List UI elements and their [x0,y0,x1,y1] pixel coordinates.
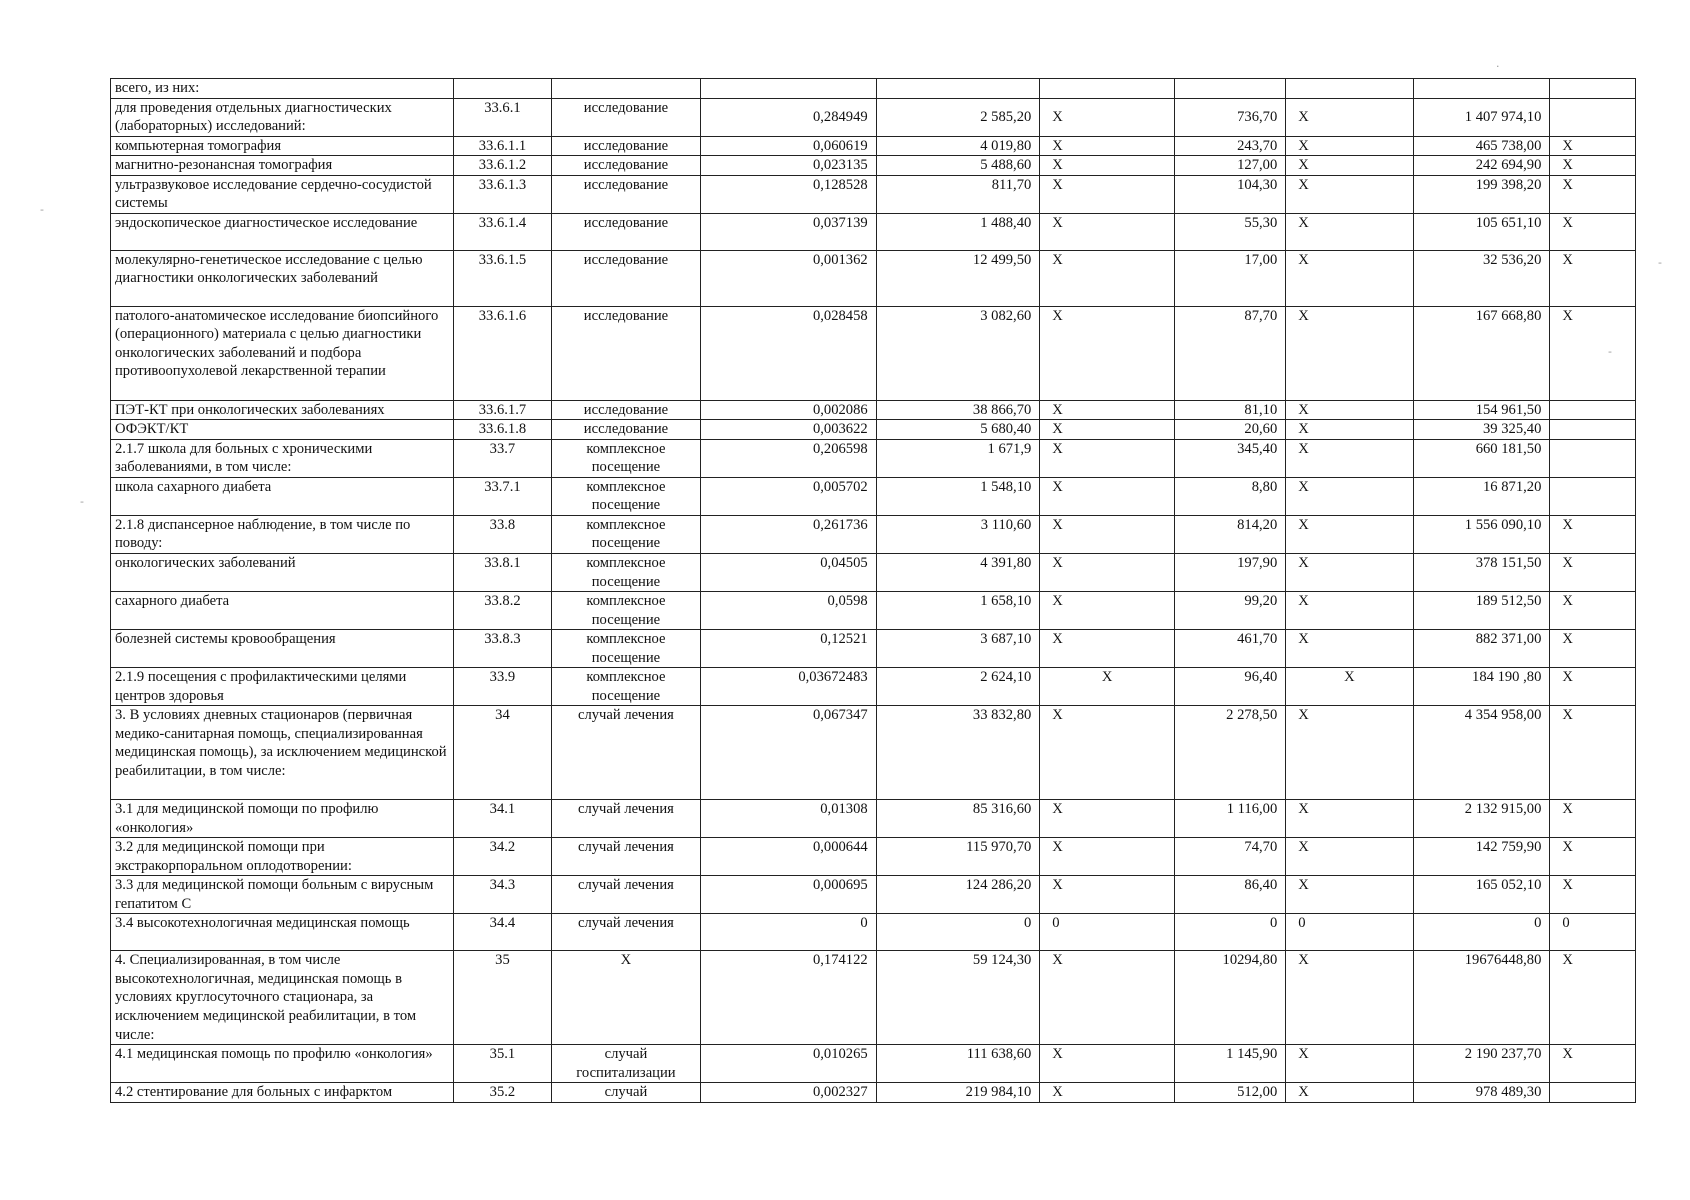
amount-cell: 8,80 [1175,477,1286,515]
total-cell: 16 871,20 [1413,477,1550,515]
code-cell: 34.2 [454,838,551,876]
name-cell: молекулярно-генетическое исследование с целью диагностики онкологических заболеваний [111,250,454,306]
mark-cell-1: X [1040,1045,1175,1083]
total-cell: 19676448,80 [1413,951,1550,1045]
total-cell: 0 [1413,914,1550,951]
scan-speck: · [1496,60,1500,73]
total-cell: 189 512,50 [1413,592,1550,630]
mark-cell-2: X [1286,400,1413,420]
code-cell: 33.8 [454,515,551,553]
mark-cell-2: X [1286,213,1413,250]
mark-cell-3: X [1550,668,1636,706]
mark-cell-3: X [1550,706,1636,800]
unit-cell: исследование [551,250,701,306]
mark-cell-2: X [1286,175,1413,213]
mark-cell-1: X [1040,592,1175,630]
name-cell: болезней системы кровообращения [111,630,454,668]
code-cell: 33.6.1.1 [454,136,551,156]
mark-cell-3 [1550,79,1636,99]
name-cell: 2.1.9 посещения с профилактическими целями центров здоровья [111,668,454,706]
cost-cell: 2 624,10 [876,668,1040,706]
mark-cell-2: X [1286,592,1413,630]
total-cell: 154 961,50 [1413,400,1550,420]
mark-cell-3: X [1550,1045,1636,1083]
mark-cell-3 [1550,98,1636,136]
scan-speck: - [80,495,84,508]
norm-cell: 0,261736 [701,515,876,553]
code-cell: 35 [454,951,551,1045]
mark-cell-3: X [1550,156,1636,176]
code-cell: 33.6.1.5 [454,250,551,306]
amount-cell: 1 116,00 [1175,800,1286,838]
amount-cell: 10294,80 [1175,951,1286,1045]
unit-cell: исследование [551,420,701,440]
norm-cell: 0,01308 [701,800,876,838]
amount-cell: 96,40 [1175,668,1286,706]
mark-cell-1: X [1040,156,1175,176]
code-cell: 33.8.1 [454,553,551,591]
cost-cell: 1 548,10 [876,477,1040,515]
total-cell: 39 325,40 [1413,420,1550,440]
total-cell: 184 190 ,80 [1413,668,1550,706]
code-cell: 33.9 [454,668,551,706]
total-cell: 165 052,10 [1413,876,1550,914]
norm-cell: 0,067347 [701,706,876,800]
mark-cell-3: X [1550,306,1636,400]
norm-cell: 0,000644 [701,838,876,876]
mark-cell-2: X [1286,553,1413,591]
table-row [111,1083,1636,1103]
table-row [111,706,1636,800]
amount-cell: 197,90 [1175,553,1286,591]
mark-cell-1: X [1040,951,1175,1045]
norm-cell: 0,128528 [701,175,876,213]
norm-cell: 0,023135 [701,156,876,176]
name-cell: 3.3 для медицинской помощи больным с вирусным гепатитом С [111,876,454,914]
mark-cell-1: X [1040,420,1175,440]
mark-cell-2: X [1286,477,1413,515]
code-cell: 34.1 [454,800,551,838]
unit-cell: случай госпитализации [551,1045,701,1083]
amount-cell: 461,70 [1175,630,1286,668]
mark-cell-1: X [1040,250,1175,306]
table-row [111,439,1636,477]
unit-cell: комплексное посещение [551,477,701,515]
cost-cell: 59 124,30 [876,951,1040,1045]
code-cell: 33.6.1.2 [454,156,551,176]
total-cell: 882 371,00 [1413,630,1550,668]
name-cell: магнитно-резонансная томография [111,156,454,176]
mark-cell-2: X [1286,1045,1413,1083]
cost-cell: 85 316,60 [876,800,1040,838]
cost-cell: 12 499,50 [876,250,1040,306]
code-cell: 35.2 [454,1083,551,1103]
mark-cell-2: X [1286,630,1413,668]
mark-cell-3: X [1550,838,1636,876]
mark-cell-1: X [1040,98,1175,136]
unit-cell: комплексное посещение [551,553,701,591]
data-table [110,78,1636,1103]
mark-cell-2: X [1286,951,1413,1045]
mark-cell-1: X [1040,706,1175,800]
table-row [111,553,1636,591]
code-cell: 33.7 [454,439,551,477]
table-row [111,477,1636,515]
code-cell [454,79,551,99]
amount-cell: 81,10 [1175,400,1286,420]
total-cell: 2 132 915,00 [1413,800,1550,838]
table-row [111,951,1636,1045]
mark-cell-1: X [1040,439,1175,477]
amount-cell: 1 145,90 [1175,1045,1286,1083]
mark-cell-1: 0 [1040,914,1175,951]
norm-cell: 0,174122 [701,951,876,1045]
cost-cell: 5 680,40 [876,420,1040,440]
code-cell: 33.8.3 [454,630,551,668]
mark-cell-3 [1550,400,1636,420]
total-cell: 32 536,20 [1413,250,1550,306]
unit-cell: исследование [551,400,701,420]
mark-cell-3: X [1550,553,1636,591]
cost-cell: 1 658,10 [876,592,1040,630]
name-cell: компьютерная томография [111,136,454,156]
unit-cell: X [551,951,701,1045]
table-row [111,79,1636,99]
table-row [111,156,1636,176]
mark-cell-3: X [1550,250,1636,306]
table-row [111,420,1636,440]
total-cell [1413,79,1550,99]
table-row [111,250,1636,306]
cost-cell: 33 832,80 [876,706,1040,800]
table-row [111,914,1636,951]
total-cell: 1 407 974,10 [1413,98,1550,136]
unit-cell: комплексное посещение [551,515,701,553]
amount-cell: 345,40 [1175,439,1286,477]
unit-cell: случай лечения [551,914,701,951]
mark-cell-3: X [1550,630,1636,668]
norm-cell [701,79,876,99]
amount-cell: 0 [1175,914,1286,951]
total-cell: 465 738,00 [1413,136,1550,156]
unit-cell [551,79,701,99]
total-cell: 378 151,50 [1413,553,1550,591]
mark-cell-2: X [1286,876,1413,914]
cost-cell: 38 866,70 [876,400,1040,420]
amount-cell: 55,30 [1175,213,1286,250]
name-cell: 2.1.8 диспансерное наблюдение, в том числе по поводу: [111,515,454,553]
unit-cell: исследование [551,136,701,156]
norm-cell: 0,037139 [701,213,876,250]
norm-cell: 0,002086 [701,400,876,420]
table-row [111,400,1636,420]
norm-cell: 0,010265 [701,1045,876,1083]
name-cell: для проведения отдельных диагностических (лабораторных) исследований: [111,98,454,136]
scan-speck: - [1658,256,1662,269]
table-row [111,175,1636,213]
total-cell: 2 190 237,70 [1413,1045,1550,1083]
amount-cell: 20,60 [1175,420,1286,440]
amount-cell: 74,70 [1175,838,1286,876]
table-row [111,213,1636,250]
mark-cell-1: X [1040,477,1175,515]
cost-cell: 3 082,60 [876,306,1040,400]
mark-cell-2: 0 [1286,914,1413,951]
mark-cell-2: X [1286,439,1413,477]
table-row [111,1045,1636,1083]
norm-cell: 0,04505 [701,553,876,591]
code-cell: 33.6.1 [454,98,551,136]
unit-cell: случай лечения [551,706,701,800]
code-cell: 33.7.1 [454,477,551,515]
name-cell: 3. В условиях дневных стационаров (первичная медико-санитарная помощь, специализированная медицинская помощь), за исключением медицинской реабилитации, в том числе: [111,706,454,800]
unit-cell: комплексное посещение [551,630,701,668]
name-cell: онкологических заболеваний [111,553,454,591]
table-body [111,79,1636,1103]
name-cell: 3.1 для медицинской помощи по профилю «онкология» [111,800,454,838]
amount-cell: 814,20 [1175,515,1286,553]
mark-cell-3 [1550,420,1636,440]
total-cell: 978 489,30 [1413,1083,1550,1103]
amount-cell: 86,40 [1175,876,1286,914]
name-cell: ультразвуковое исследование сердечно-сосудистой системы [111,175,454,213]
name-cell: школа сахарного диабета [111,477,454,515]
amount-cell: 736,70 [1175,98,1286,136]
cost-cell: 4 391,80 [876,553,1040,591]
amount-cell: 2 278,50 [1175,706,1286,800]
code-cell: 34.4 [454,914,551,951]
norm-cell: 0,03672483 [701,668,876,706]
mark-cell-3 [1550,1083,1636,1103]
mark-cell-1: X [1040,136,1175,156]
norm-cell: 0,284949 [701,98,876,136]
norm-cell: 0,12521 [701,630,876,668]
cost-cell [876,79,1040,99]
mark-cell-3: X [1550,515,1636,553]
scan-speck: - [40,203,44,216]
code-cell: 33.6.1.7 [454,400,551,420]
unit-cell: случай лечения [551,800,701,838]
amount-cell: 104,30 [1175,175,1286,213]
unit-cell: случай лечения [551,876,701,914]
mark-cell-1: X [1040,175,1175,213]
mark-cell-3: X [1550,876,1636,914]
mark-cell-2: X [1286,800,1413,838]
total-cell: 142 759,90 [1413,838,1550,876]
unit-cell: исследование [551,156,701,176]
total-cell: 4 354 958,00 [1413,706,1550,800]
cost-cell: 1 488,40 [876,213,1040,250]
scan-speck: - [1608,345,1612,358]
mark-cell-2: X [1286,838,1413,876]
unit-cell: исследование [551,98,701,136]
table-row [111,630,1636,668]
norm-cell: 0 [701,914,876,951]
code-cell: 33.6.1.6 [454,306,551,400]
norm-cell: 0,028458 [701,306,876,400]
code-cell: 34.3 [454,876,551,914]
mark-cell-3: X [1550,592,1636,630]
cost-cell: 2 585,20 [876,98,1040,136]
cost-cell: 115 970,70 [876,838,1040,876]
amount-cell: 87,70 [1175,306,1286,400]
total-cell: 199 398,20 [1413,175,1550,213]
name-cell: эндоскопическое диагностическое исследование [111,213,454,250]
mark-cell-2: X [1286,250,1413,306]
unit-cell: комплексное посещение [551,668,701,706]
mark-cell-1: X [1040,213,1175,250]
code-cell: 33.6.1.8 [454,420,551,440]
name-cell: 3.4 высокотехнологичная медицинская помощь [111,914,454,951]
table-row [111,515,1636,553]
mark-cell-2: X [1286,136,1413,156]
norm-cell: 0,206598 [701,439,876,477]
mark-cell-1: X [1040,553,1175,591]
mark-cell-3 [1550,477,1636,515]
unit-cell: комплексное посещение [551,592,701,630]
table-row [111,876,1636,914]
unit-cell: случай [551,1083,701,1103]
name-cell: 4.1 медицинская помощь по профилю «онкология» [111,1045,454,1083]
table-row [111,592,1636,630]
amount-cell: 17,00 [1175,250,1286,306]
mark-cell-3: X [1550,175,1636,213]
unit-cell: исследование [551,175,701,213]
mark-cell-2: X [1286,306,1413,400]
mark-cell-2: X [1286,420,1413,440]
mark-cell-2: X [1286,668,1413,706]
total-cell: 242 694,90 [1413,156,1550,176]
name-cell: всего, из них: [111,79,454,99]
amount-cell: 99,20 [1175,592,1286,630]
code-cell: 34 [454,706,551,800]
mark-cell-2: X [1286,515,1413,553]
table-row [111,800,1636,838]
table-row [111,668,1636,706]
code-cell: 33.6.1.3 [454,175,551,213]
mark-cell-1: X [1040,400,1175,420]
table-row [111,136,1636,156]
code-cell: 35.1 [454,1045,551,1083]
mark-cell-1: X [1040,306,1175,400]
cost-cell: 4 019,80 [876,136,1040,156]
name-cell: 4. Специализированная, в том числе высокотехнологичная, медицинская помощь в условиях круглосуточного стационара, за исключением медицинской реабилитации, в том числе: [111,951,454,1045]
norm-cell: 0,002327 [701,1083,876,1103]
mark-cell-1: X [1040,668,1175,706]
cost-cell: 3 110,60 [876,515,1040,553]
mark-cell-2: X [1286,98,1413,136]
mark-cell-1: X [1040,1083,1175,1103]
mark-cell-1: X [1040,876,1175,914]
norm-cell: 0,060619 [701,136,876,156]
table-row [111,98,1636,136]
mark-cell-3: 0 [1550,914,1636,951]
mark-cell-3: X [1550,800,1636,838]
total-cell: 660 181,50 [1413,439,1550,477]
name-cell: сахарного диабета [111,592,454,630]
mark-cell-1 [1040,79,1175,99]
norm-cell: 0,001362 [701,250,876,306]
amount-cell: 127,00 [1175,156,1286,176]
total-cell: 1 556 090,10 [1413,515,1550,553]
norm-cell: 0,0598 [701,592,876,630]
mark-cell-3: X [1550,136,1636,156]
name-cell: 4.2 стентирование для больных с инфарктом [111,1083,454,1103]
name-cell: ПЭТ-КТ при онкологических заболеваниях [111,400,454,420]
cost-cell: 3 687,10 [876,630,1040,668]
norm-cell: 0,005702 [701,477,876,515]
code-cell: 33.6.1.4 [454,213,551,250]
amount-cell: 243,70 [1175,136,1286,156]
total-cell: 167 668,80 [1413,306,1550,400]
mark-cell-3 [1550,439,1636,477]
mark-cell-3: X [1550,951,1636,1045]
mark-cell-2: X [1286,706,1413,800]
unit-cell: исследование [551,213,701,250]
table-row [111,838,1636,876]
amount-cell [1175,79,1286,99]
mark-cell-2: X [1286,156,1413,176]
code-cell: 33.8.2 [454,592,551,630]
table-row [111,306,1636,400]
cost-cell: 124 286,20 [876,876,1040,914]
cost-cell: 5 488,60 [876,156,1040,176]
mark-cell-1: X [1040,800,1175,838]
cost-cell: 811,70 [876,175,1040,213]
mark-cell-1: X [1040,630,1175,668]
cost-cell: 111 638,60 [876,1045,1040,1083]
mark-cell-1: X [1040,838,1175,876]
unit-cell: комплексное посещение [551,439,701,477]
name-cell: 3.2 для медицинской помощи при экстракорпоральном оплодотворении: [111,838,454,876]
cost-cell: 0 [876,914,1040,951]
mark-cell-2 [1286,79,1413,99]
name-cell: 2.1.7 школа для больных с хроническими заболеваниями, в том числе: [111,439,454,477]
mark-cell-1: X [1040,515,1175,553]
name-cell: ОФЭКТ/КТ [111,420,454,440]
cost-cell: 219 984,10 [876,1083,1040,1103]
mark-cell-2: X [1286,1083,1413,1103]
amount-cell: 512,00 [1175,1083,1286,1103]
total-cell: 105 651,10 [1413,213,1550,250]
norm-cell: 0,000695 [701,876,876,914]
cost-cell: 1 671,9 [876,439,1040,477]
mark-cell-3: X [1550,213,1636,250]
name-cell: патолого-анатомическое исследование биопсийного (операционного) материала с целью диагностики онкологических заболеваний и подбора противоопухолевой лекарственной терапии [111,306,454,400]
unit-cell: исследование [551,306,701,400]
norm-cell: 0,003622 [701,420,876,440]
unit-cell: случай лечения [551,838,701,876]
